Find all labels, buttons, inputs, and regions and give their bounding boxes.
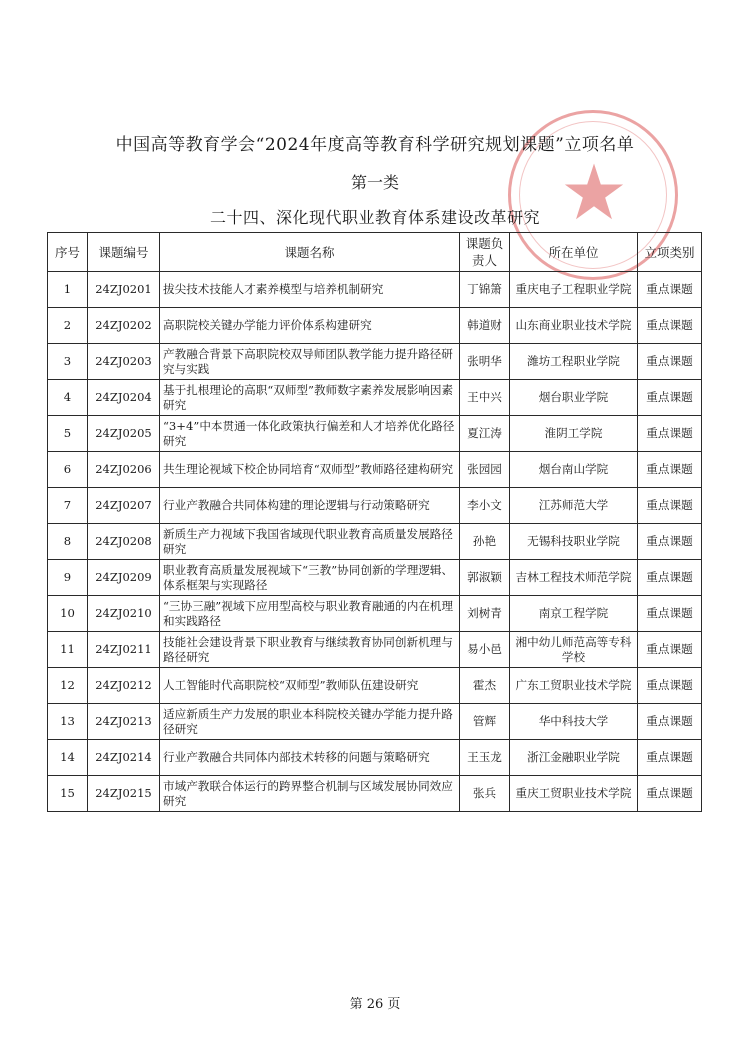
cell-code: 24ZJ0209 (88, 560, 160, 596)
table-row (48, 596, 702, 632)
cell-code: 24ZJ0202 (88, 308, 160, 344)
cell-num: 9 (48, 560, 88, 596)
cell-person: 李小文 (460, 488, 510, 524)
page-title: 中国高等教育学会“2024年度高等教育科学研究规划课题”立项名单 (115, 135, 635, 155)
category-heading: 第一类 (350, 173, 399, 192)
table-row (48, 380, 702, 416)
header-type: 立项类别 (638, 233, 702, 272)
cell-num: 5 (48, 416, 88, 452)
header-person: 课题负责人 (460, 233, 510, 272)
cell-num: 6 (48, 452, 88, 488)
cell-name: 基于扎根理论的高职“双师型”教师数字素养发展影响因素研究 (160, 380, 460, 416)
table-row (48, 704, 702, 740)
cell-person: 王玉龙 (460, 740, 510, 776)
cell-name: 高职院校关键办学能力评价体系构建研究 (160, 308, 460, 344)
cell-num: 14 (48, 740, 88, 776)
cell-num: 15 (48, 776, 88, 812)
cell-name: 行业产教融合共同体构建的理论逻辑与行动策略研究 (160, 488, 460, 524)
cell-person: 张明华 (460, 344, 510, 380)
table-row (48, 272, 702, 308)
cell-type: 重点课题 (638, 308, 702, 344)
cell-person: 张园园 (460, 452, 510, 488)
cell-unit: 湘中幼儿师范高等专科学校 (510, 632, 638, 668)
cell-type: 重点课题 (638, 416, 702, 452)
cell-unit: 广东工贸职业技术学院 (510, 668, 638, 704)
cell-name: 人工智能时代高职院校“双师型”教师队伍建设研究 (160, 668, 460, 704)
cell-name: 产教融合背景下高职院校双导师团队教学能力提升路径研究与实践 (160, 344, 460, 380)
header-name: 课题名称 (160, 233, 460, 272)
page-number: 第 26 页 (349, 997, 401, 1012)
cell-num: 1 (48, 272, 88, 308)
cell-unit: 浙江金融职业学院 (510, 740, 638, 776)
table-row (48, 632, 702, 668)
cell-unit: 江苏师范大学 (510, 488, 638, 524)
cell-code: 24ZJ0208 (88, 524, 160, 560)
cell-unit: 吉林工程技术师范学院 (510, 560, 638, 596)
cell-person: 丁锦箫 (460, 272, 510, 308)
cell-num: 11 (48, 632, 88, 668)
table-row (48, 488, 702, 524)
cell-unit: 山东商业职业技术学院 (510, 308, 638, 344)
cell-person: 孙艳 (460, 524, 510, 560)
cell-num: 7 (48, 488, 88, 524)
cell-person: 郭淑颖 (460, 560, 510, 596)
cell-person: 管辉 (460, 704, 510, 740)
cell-name: “三协三融”视域下应用型高校与职业教育融通的内在机理和实践路径 (160, 596, 460, 632)
cell-num: 12 (48, 668, 88, 704)
cell-unit: 无锡科技职业学院 (510, 524, 638, 560)
cell-person: 王中兴 (460, 380, 510, 416)
cell-unit: 淮阴工学院 (510, 416, 638, 452)
cell-num: 4 (48, 380, 88, 416)
cell-person: 韩道财 (460, 308, 510, 344)
cell-type: 重点课题 (638, 524, 702, 560)
table-row (48, 776, 702, 812)
cell-code: 24ZJ0212 (88, 668, 160, 704)
cell-person: 易小邑 (460, 632, 510, 668)
table-row (48, 560, 702, 596)
cell-type: 重点课题 (638, 560, 702, 596)
cell-name: 行业产教融合共同体内部技术转移的问题与策略研究 (160, 740, 460, 776)
cell-unit: 华中科技大学 (510, 704, 638, 740)
section-heading: 二十四、深化现代职业教育体系建设改革研究 (209, 208, 540, 227)
cell-name: “3+4”中本贯通一体化政策执行偏差和人才培养优化路径研究 (160, 416, 460, 452)
table-row (48, 308, 702, 344)
cell-code: 24ZJ0214 (88, 740, 160, 776)
cell-code: 24ZJ0204 (88, 380, 160, 416)
cell-type: 重点课题 (638, 632, 702, 668)
cell-unit: 潍坊工程职业学院 (510, 344, 638, 380)
cell-num: 2 (48, 308, 88, 344)
cell-type: 重点课题 (638, 704, 702, 740)
header-code: 课题编号 (88, 233, 160, 272)
cell-num: 13 (48, 704, 88, 740)
cell-unit: 烟台南山学院 (510, 452, 638, 488)
cell-type: 重点课题 (638, 668, 702, 704)
cell-person: 张兵 (460, 776, 510, 812)
cell-person: 霍杰 (460, 668, 510, 704)
project-table (47, 232, 702, 812)
table-row (48, 416, 702, 452)
cell-code: 24ZJ0206 (88, 452, 160, 488)
table-row (48, 452, 702, 488)
cell-name: 职业教育高质量发展视域下“三教”协同创新的学理逻辑、体系框架与实现路径 (160, 560, 460, 596)
table-row (48, 524, 702, 560)
cell-name: 新质生产力视域下我国省域现代职业教育高质量发展路径研究 (160, 524, 460, 560)
cell-name: 适应新质生产力发展的职业本科院校关键办学能力提升路径研究 (160, 704, 460, 740)
cell-person: 刘树青 (460, 596, 510, 632)
cell-type: 重点课题 (638, 776, 702, 812)
cell-name: 共生理论视域下校企协同培育“双师型”教师路径建构研究 (160, 452, 460, 488)
cell-name: 拔尖技术技能人才素养模型与培养机制研究 (160, 272, 460, 308)
cell-num: 8 (48, 524, 88, 560)
cell-type: 重点课题 (638, 344, 702, 380)
cell-person: 夏江涛 (460, 416, 510, 452)
cell-code: 24ZJ0211 (88, 632, 160, 668)
cell-code: 24ZJ0215 (88, 776, 160, 812)
cell-type: 重点课题 (638, 380, 702, 416)
header-unit: 所在单位 (510, 233, 638, 272)
cell-unit: 重庆工贸职业技术学院 (510, 776, 638, 812)
cell-code: 24ZJ0205 (88, 416, 160, 452)
cell-type: 重点课题 (638, 272, 702, 308)
cell-num: 3 (48, 344, 88, 380)
table-body (48, 272, 702, 812)
cell-name: 技能社会建设背景下职业教育与继续教育协同创新机理与路径研究 (160, 632, 460, 668)
cell-code: 24ZJ0213 (88, 704, 160, 740)
cell-code: 24ZJ0201 (88, 272, 160, 308)
header-num: 序号 (48, 233, 88, 272)
cell-type: 重点课题 (638, 452, 702, 488)
cell-unit: 南京工程学院 (510, 596, 638, 632)
cell-code: 24ZJ0207 (88, 488, 160, 524)
cell-type: 重点课题 (638, 596, 702, 632)
cell-code: 24ZJ0203 (88, 344, 160, 380)
table-row (48, 668, 702, 704)
table-row (48, 344, 702, 380)
cell-name: 市域产教联合体运行的跨界整合机制与区域发展协同效应研究 (160, 776, 460, 812)
cell-code: 24ZJ0210 (88, 596, 160, 632)
cell-num: 10 (48, 596, 88, 632)
cell-type: 重点课题 (638, 488, 702, 524)
table-header-row (48, 233, 702, 272)
cell-unit: 重庆电子工程职业学院 (510, 272, 638, 308)
cell-type: 重点课题 (638, 740, 702, 776)
cell-unit: 烟台职业学院 (510, 380, 638, 416)
table-row (48, 740, 702, 776)
